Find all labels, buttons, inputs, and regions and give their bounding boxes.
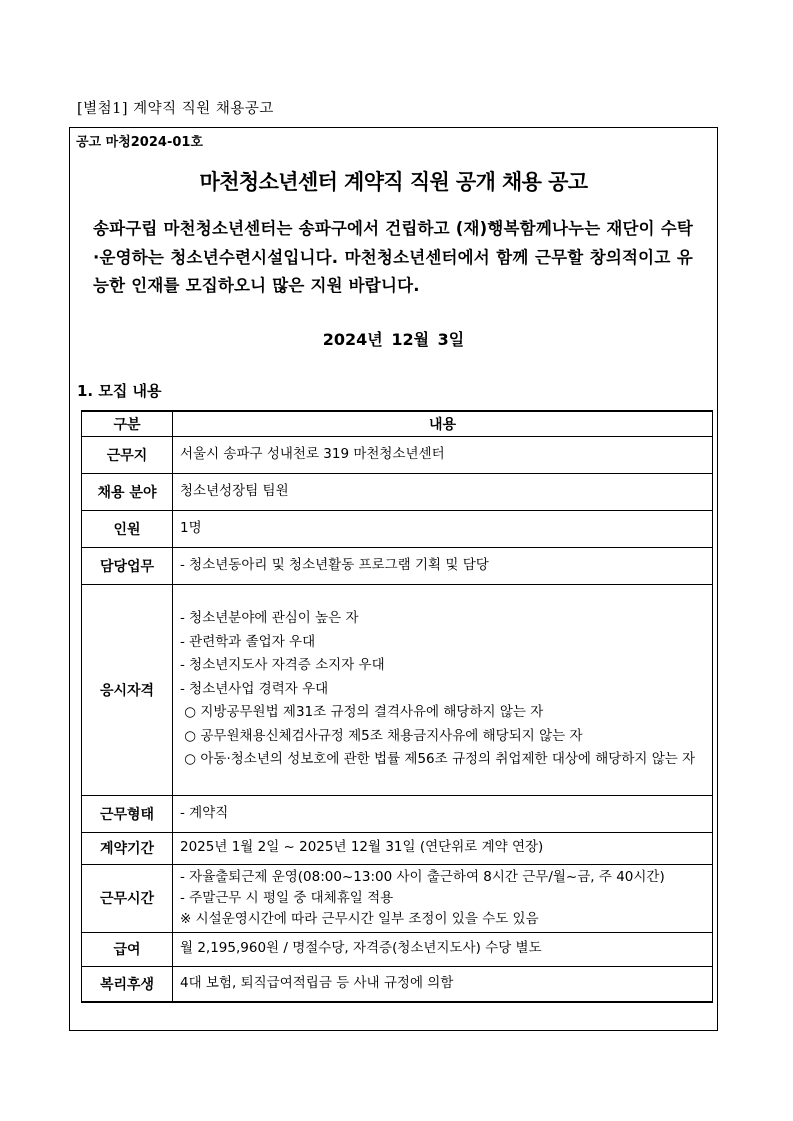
row-value	[173, 547, 713, 584]
row-label: 담당업무	[82, 547, 173, 584]
table-header-row	[82, 411, 713, 436]
row-value	[173, 795, 713, 832]
table-row	[82, 436, 713, 473]
notice-number: 공고 마청2024-01호	[76, 135, 203, 150]
table-row	[82, 547, 713, 584]
header-category: 구분	[82, 411, 173, 436]
section-title: 1. 모집 내용	[77, 382, 162, 400]
row-label: 급여	[82, 932, 173, 966]
row-label: 응시자격	[82, 584, 173, 795]
table-row	[82, 584, 713, 795]
table-row	[82, 473, 713, 510]
row-label: 인원	[82, 510, 173, 547]
table-row	[82, 864, 713, 932]
row-line: ○ 아동·청소년의 성보호에 관한 법률 제56조 규정의 취업제한 대상에 해당하지 않는 자	[180, 751, 696, 768]
row-value	[173, 584, 713, 795]
notice-date: 2024년 12월 3일	[322, 330, 465, 349]
row-line: - 주말근무 시 평일 중 대체휴일 적용	[180, 889, 394, 906]
row-label: 계약기간	[82, 832, 173, 864]
row-value	[173, 864, 713, 932]
row-line: - 청소년사업 경력자 우대	[180, 680, 329, 697]
row-value	[173, 932, 713, 966]
row-line: 월 2,195,960원 / 명절수당, 자격증(청소년지도사) 수당 별도	[180, 940, 542, 957]
row-line: 청소년성장팀 팀원	[180, 482, 289, 499]
row-line: 서울시 송파구 성내천로 319 마천청소년센터	[180, 445, 445, 462]
page-title: 마천청소년센터 계약직 직원 공개 채용 공고	[199, 170, 588, 194]
row-value	[173, 436, 713, 473]
row-value	[173, 510, 713, 547]
attachment-label: [별첨1] 계약직 직원 채용공고	[77, 101, 274, 117]
row-label: 근무형태	[82, 795, 173, 832]
row-label: 복리후생	[82, 966, 173, 1002]
intro-paragraph: 송파구립 마천청소년센터는 송파구에서 건립하고 (재)행복함께나누는 재단이 수탁·운영하는 청소년수련시설입니다. 마천청소년센터에서 함께 근무할 창의적이고 유능한 인재를 모집하오니 많은 지원 바랍니다.	[93, 219, 693, 295]
row-line: ※ 시설운영시간에 따라 근무시간 일부 조정이 있을 수도 있음	[180, 910, 539, 927]
recruitment-table	[81, 410, 713, 1003]
row-line: 2025년 1월 2일 ~ 2025년 12월 31일 (연단위로 계약 연장)	[180, 839, 544, 856]
row-value	[173, 473, 713, 510]
row-line: - 계약직	[180, 804, 229, 821]
row-value	[173, 832, 713, 864]
table-row	[82, 966, 713, 1002]
table-row	[82, 795, 713, 832]
row-line: - 자율출퇴근제 운영(08:00~13:00 사이 출근하여 8시간 근무/월~금, 주 40시간)	[180, 868, 665, 885]
row-line: 4대 보험, 퇴직급여적립금 등 사내 규정에 의함	[180, 975, 454, 991]
row-line: ○ 공무원채용신체검사규정 제5조 채용금지사유에 해당되지 않는 자	[180, 727, 583, 744]
table-row	[82, 932, 713, 966]
row-label: 근무지	[82, 436, 173, 473]
header-content: 내용	[173, 411, 713, 436]
table-row	[82, 510, 713, 547]
table-row	[82, 832, 713, 864]
row-label: 채용 분야	[82, 473, 173, 510]
row-value	[173, 966, 713, 1002]
row-line: ○ 지방공무원법 제31조 규정의 결격사유에 해당하지 않는 자	[180, 704, 544, 721]
row-line: - 관련학과 졸업자 우대	[180, 633, 316, 650]
row-line: 1명	[180, 519, 202, 536]
row-line: - 청소년분야에 관심이 높은 자	[180, 610, 359, 627]
row-label: 근무시간	[82, 864, 173, 932]
row-line: - 청소년지도사 자격증 소지자 우대	[180, 657, 385, 674]
row-line: - 청소년동아리 및 청소년활동 프로그램 기획 및 담당	[180, 556, 489, 573]
